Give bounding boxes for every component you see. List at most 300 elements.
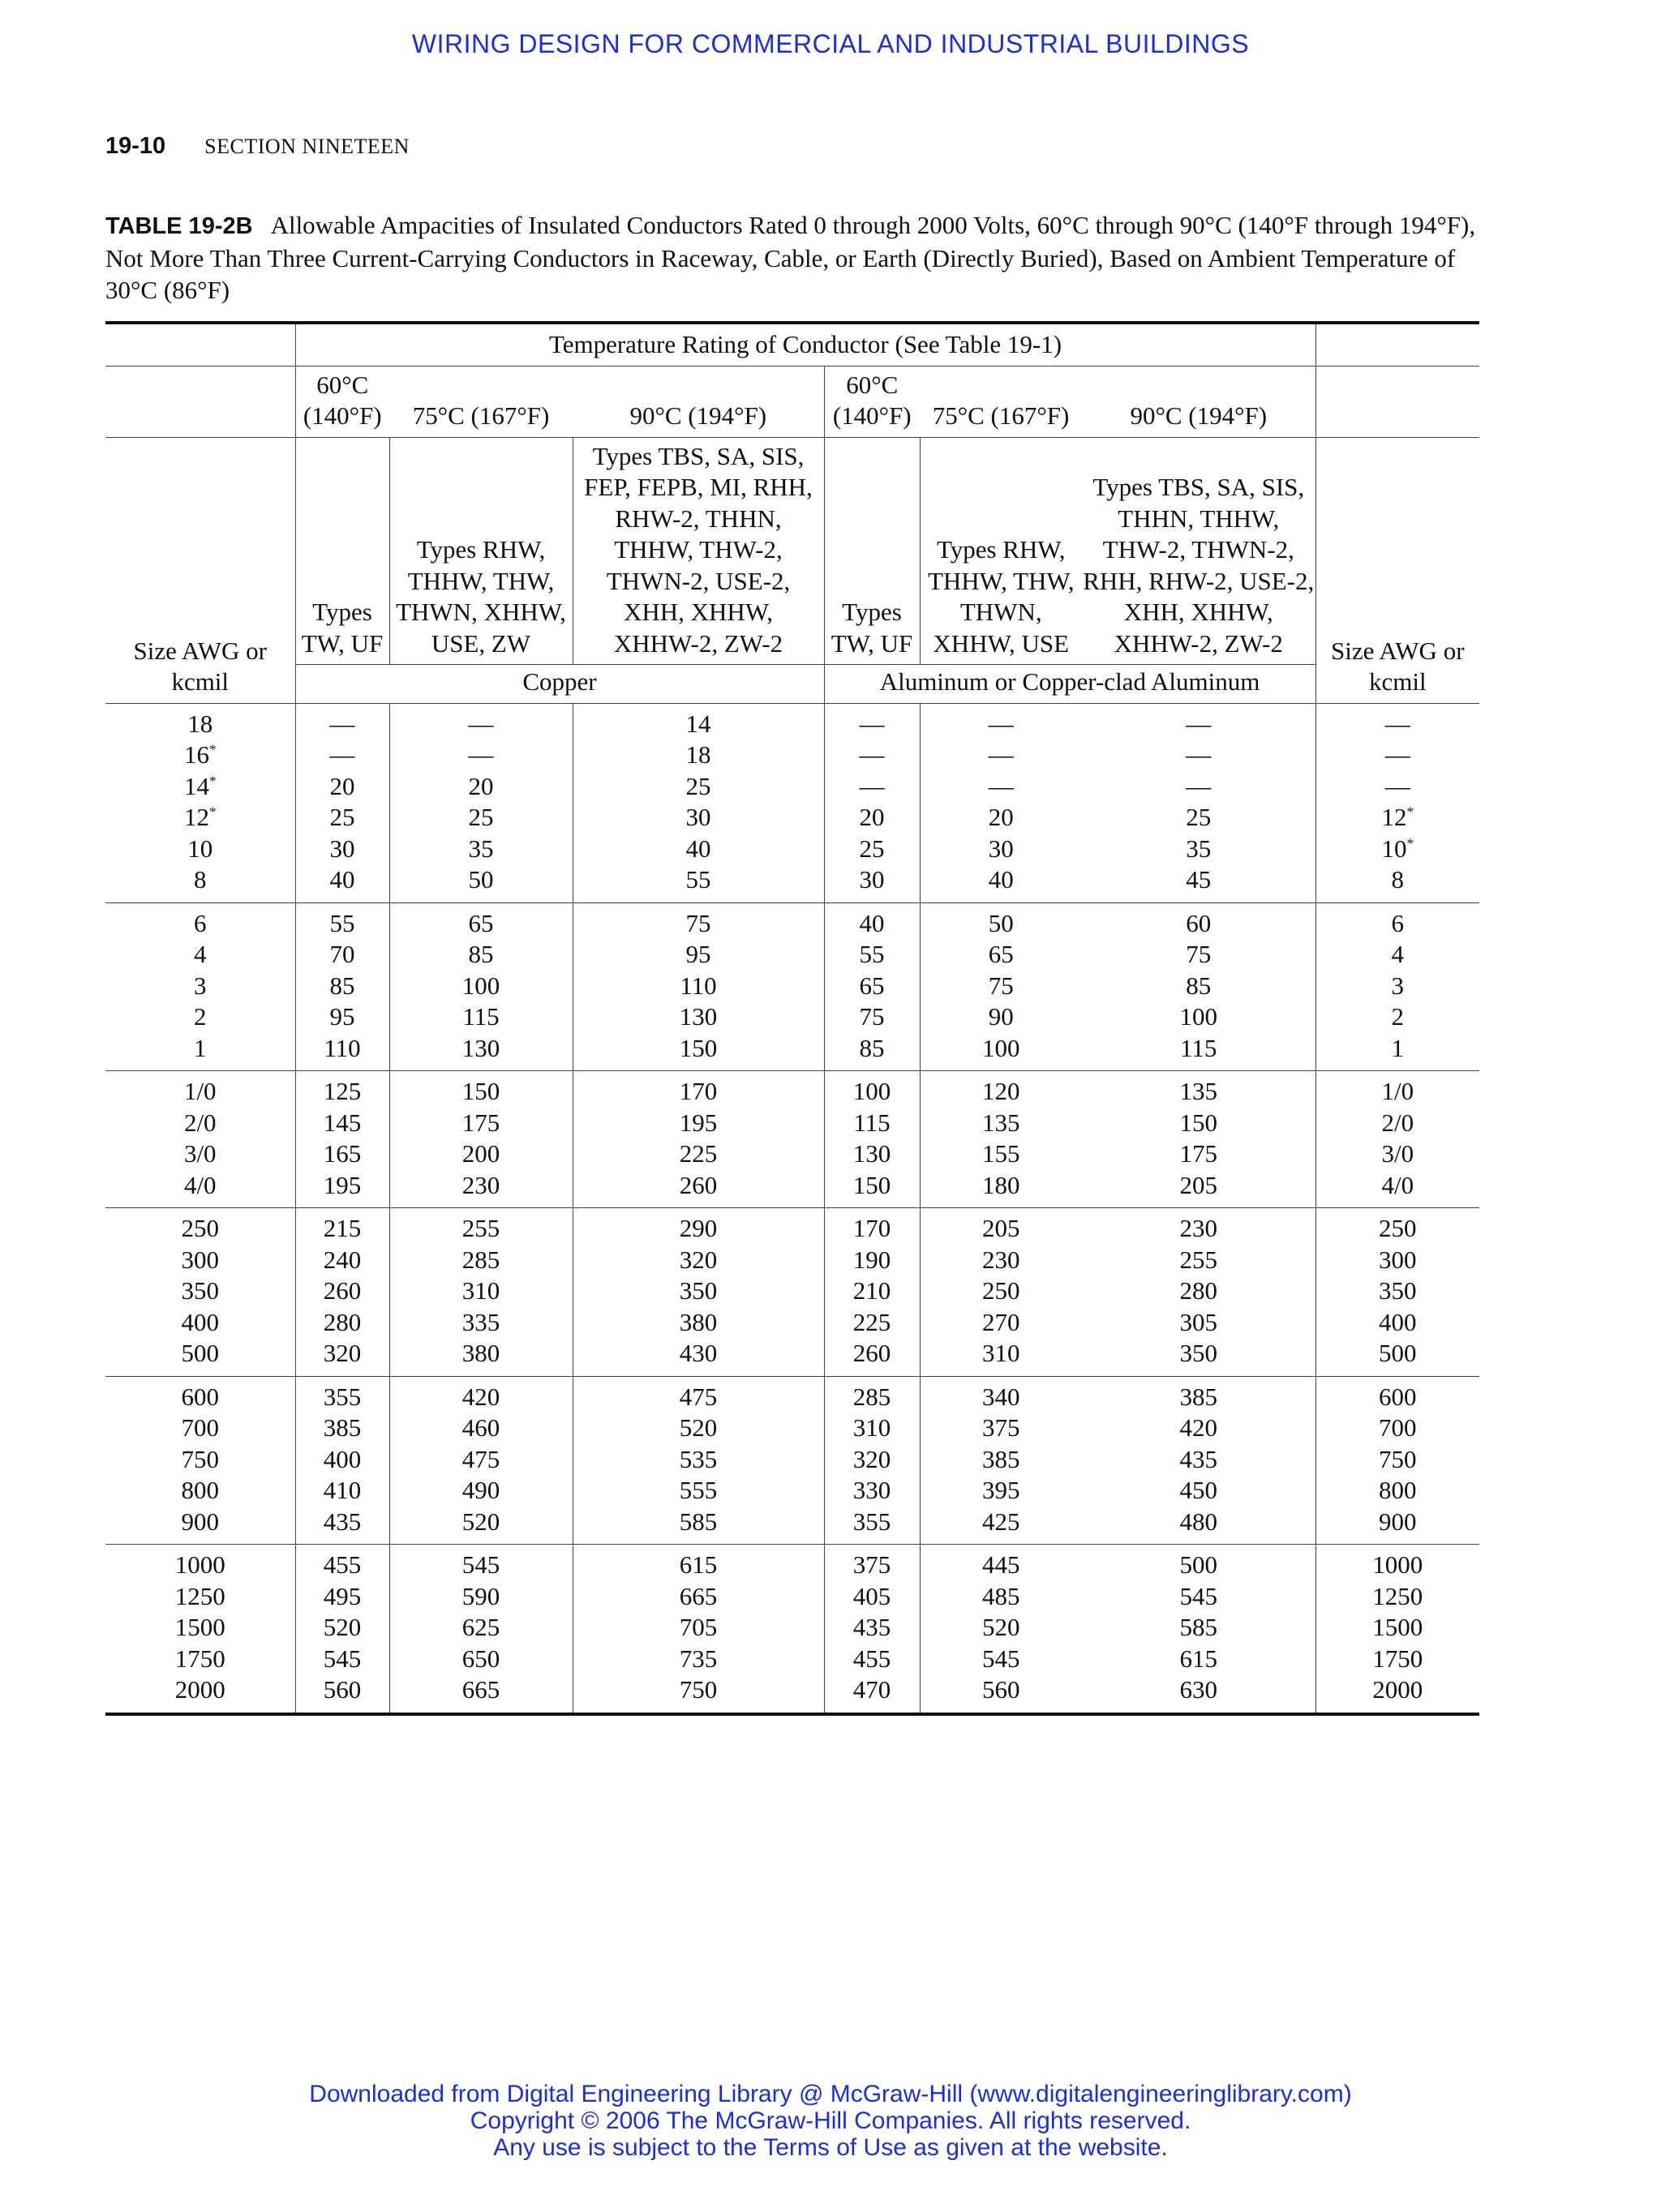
table-cell: 145 bbox=[323, 1108, 362, 1137]
table-cell: 40 bbox=[859, 908, 885, 937]
copper-75c-col bbox=[389, 1545, 573, 1714]
table-cell: — bbox=[1186, 740, 1212, 769]
table-cell: 135 bbox=[1179, 1077, 1217, 1105]
aluminum-60c-col bbox=[824, 703, 920, 902]
table-cell: 20 bbox=[988, 803, 1014, 831]
aluminum-60c-col bbox=[824, 1208, 920, 1377]
aluminum-label: Aluminum or Copper-clad Aluminum bbox=[824, 665, 1315, 704]
table-cell: 25 bbox=[468, 803, 494, 831]
table-cell: 2/0 bbox=[1381, 1108, 1414, 1137]
table-cell: 450 bbox=[1179, 1476, 1217, 1504]
table-cell: 545 bbox=[982, 1644, 1020, 1673]
footer-download-line: Downloaded from Digital Engineering Library @ McGraw-Hill (www.digitalengineeringlibrary.com) bbox=[309, 2081, 1352, 2107]
table-cell: 115 bbox=[853, 1108, 891, 1137]
copper-60c-col bbox=[295, 1376, 389, 1545]
temp-header-cu75: 75°C (167°F) bbox=[389, 366, 573, 437]
table-cell: 150 bbox=[852, 1170, 891, 1199]
table-cell: 120 bbox=[982, 1077, 1020, 1105]
table-cell: 25 bbox=[329, 803, 355, 831]
table-caption bbox=[105, 209, 1484, 306]
table-cell: 85 bbox=[1186, 971, 1212, 1000]
table-cell: 16* bbox=[184, 740, 217, 769]
table-cell: 385 bbox=[982, 1444, 1020, 1473]
table-cell: 215 bbox=[323, 1214, 362, 1242]
table-cell: 25 bbox=[859, 834, 885, 863]
table-cell: 495 bbox=[323, 1581, 362, 1610]
running-head: WIRING DESIGN FOR COMMERCIAL AND INDUSTRIAL BUILDINGS bbox=[411, 29, 1250, 58]
table-cell: 355 bbox=[323, 1382, 362, 1411]
table-cell: 165 bbox=[323, 1139, 362, 1168]
size-col bbox=[105, 1376, 295, 1545]
table-cell: 40 bbox=[685, 834, 711, 863]
size-group bbox=[105, 902, 1479, 1071]
table-cell: 12* bbox=[184, 803, 217, 831]
table-cell: 330 bbox=[852, 1476, 891, 1504]
table-cell: 250 bbox=[181, 1214, 219, 1242]
table-cell: 700 bbox=[181, 1413, 219, 1442]
ampacity-table-container bbox=[105, 321, 1479, 1716]
table-cell: 70 bbox=[329, 940, 355, 968]
copper-75c-col bbox=[389, 1208, 573, 1377]
table-cell: 90 bbox=[988, 1002, 1014, 1031]
table-cell: 665 bbox=[461, 1675, 500, 1704]
aluminum-90c-col bbox=[1082, 1071, 1315, 1208]
table-cell: — bbox=[859, 709, 885, 738]
aluminum-60c-col bbox=[824, 902, 920, 1071]
table-cell: 20 bbox=[468, 771, 494, 800]
header-row-temperatures bbox=[105, 366, 1479, 437]
table-cell: 475 bbox=[461, 1444, 500, 1473]
table-cell: 310 bbox=[461, 1276, 500, 1305]
table-cell: 3 bbox=[194, 971, 207, 1000]
table-cell: 3/0 bbox=[1381, 1139, 1414, 1168]
table-cell: 535 bbox=[679, 1444, 718, 1473]
table-cell: 1750 bbox=[1372, 1644, 1423, 1673]
table-cell: 4/0 bbox=[183, 1170, 217, 1199]
table-cell: 1500 bbox=[174, 1613, 225, 1641]
aluminum-60c-col bbox=[824, 1376, 920, 1545]
table-cell: 375 bbox=[982, 1413, 1020, 1442]
table-cell: 255 bbox=[1179, 1245, 1217, 1274]
size-group bbox=[105, 1071, 1479, 1208]
size-col bbox=[105, 902, 295, 1071]
copper-90c-col bbox=[573, 1376, 824, 1545]
table-cell: 30 bbox=[988, 834, 1014, 863]
footer bbox=[0, 2081, 1661, 2161]
table-cell: — bbox=[859, 771, 885, 800]
table-cell: 350 bbox=[181, 1276, 219, 1305]
table-cell: 85 bbox=[859, 1033, 885, 1062]
table-cell: 615 bbox=[679, 1550, 718, 1579]
table-cell: 455 bbox=[323, 1550, 362, 1579]
table-cell: 420 bbox=[461, 1382, 500, 1411]
table-cell: 195 bbox=[323, 1170, 362, 1199]
copper-60c-col bbox=[295, 703, 389, 902]
table-cell: 700 bbox=[1379, 1413, 1417, 1442]
table-cell: 175 bbox=[461, 1108, 500, 1137]
table-cell: 95 bbox=[685, 940, 711, 968]
table-cell: 300 bbox=[181, 1245, 219, 1274]
temp-header-cu60: 60°C (140°F) bbox=[295, 366, 389, 437]
table-cell: 560 bbox=[323, 1675, 362, 1704]
table-cell: 350 bbox=[1179, 1339, 1217, 1367]
table-cell: 435 bbox=[852, 1613, 891, 1641]
size-col-right bbox=[1315, 1071, 1479, 1208]
table-cell: 455 bbox=[852, 1644, 891, 1673]
table-cell: 150 bbox=[1179, 1108, 1217, 1137]
copper-90c-col bbox=[573, 703, 824, 902]
table-cell: 285 bbox=[852, 1382, 891, 1411]
table-cell: 280 bbox=[1179, 1276, 1217, 1305]
table-cell: 85 bbox=[468, 940, 494, 968]
table-cell: — bbox=[988, 740, 1014, 769]
table-cell: 290 bbox=[679, 1214, 718, 1242]
table-cell: 150 bbox=[679, 1033, 718, 1062]
table-cell: 30 bbox=[685, 803, 711, 831]
aluminum-75c-col bbox=[920, 1071, 1082, 1208]
table-cell: 195 bbox=[679, 1108, 718, 1137]
table-cell: 55 bbox=[685, 865, 711, 894]
table-cell: 190 bbox=[852, 1245, 891, 1274]
table-cell: 1250 bbox=[174, 1581, 225, 1610]
table-cell: 1/0 bbox=[1381, 1077, 1414, 1105]
table-cell: 520 bbox=[461, 1507, 500, 1536]
temp-header-al75: 75°C (167°F) bbox=[920, 366, 1082, 437]
table-cell: 170 bbox=[852, 1214, 891, 1242]
footer-terms-line: Any use is subject to the Terms of Use as given at the website. bbox=[493, 2134, 1168, 2161]
table-cell: 10 bbox=[187, 834, 213, 863]
aluminum-90c-col bbox=[1082, 1208, 1315, 1377]
table-cell: 490 bbox=[461, 1476, 500, 1504]
table-cell: — bbox=[1186, 709, 1212, 738]
table-cell: 100 bbox=[982, 1033, 1020, 1062]
table-cell: 405 bbox=[852, 1581, 891, 1610]
temp-header-al60: 60°C (140°F) bbox=[824, 366, 920, 437]
table-cell: 260 bbox=[679, 1170, 718, 1199]
table-cell: 350 bbox=[1379, 1276, 1417, 1305]
table-cell: — bbox=[988, 709, 1014, 738]
aluminum-75c-col bbox=[920, 703, 1082, 902]
table-cell: 40 bbox=[988, 865, 1014, 894]
table-cell: — bbox=[988, 771, 1014, 800]
table-cell: 2000 bbox=[1372, 1675, 1423, 1704]
table-cell: 300 bbox=[1379, 1245, 1417, 1274]
table-cell: 430 bbox=[679, 1339, 718, 1367]
table-cell: — bbox=[1384, 709, 1410, 738]
table-cell: 1 bbox=[194, 1033, 207, 1062]
table-cell: 50 bbox=[468, 865, 494, 894]
table-cell: 225 bbox=[852, 1307, 891, 1336]
table-cell: — bbox=[1186, 771, 1212, 800]
aluminum-75c-col bbox=[920, 1376, 1082, 1545]
table-cell: 130 bbox=[679, 1002, 718, 1031]
aluminum-60c-col bbox=[824, 1071, 920, 1208]
table-row bbox=[105, 1376, 1479, 1545]
table-cell: 380 bbox=[679, 1307, 718, 1336]
aluminum-75c-col bbox=[920, 1545, 1082, 1714]
table-cell: 560 bbox=[982, 1675, 1020, 1704]
table-cell: 385 bbox=[323, 1413, 362, 1442]
table-cell: 14* bbox=[184, 771, 217, 800]
table-cell: 225 bbox=[679, 1139, 718, 1168]
table-cell: 10* bbox=[1381, 834, 1414, 863]
table-cell: — bbox=[329, 740, 355, 769]
size-col bbox=[105, 1208, 295, 1377]
table-cell: 435 bbox=[323, 1507, 362, 1536]
table-cell: 1250 bbox=[1372, 1581, 1423, 1610]
aluminum-90c-col bbox=[1082, 902, 1315, 1071]
table-cell: 460 bbox=[461, 1413, 500, 1442]
table-cell: 320 bbox=[679, 1245, 718, 1274]
table-cell: 585 bbox=[679, 1507, 718, 1536]
size-header-right: Size AWG or kcmil bbox=[1315, 437, 1479, 703]
footer-copyright-line: Copyright © 2006 The McGraw-Hill Companies. All rights reserved. bbox=[470, 2107, 1191, 2134]
table-cell: 375 bbox=[852, 1550, 891, 1579]
copper-90c-col bbox=[573, 1071, 824, 1208]
table-row bbox=[105, 1071, 1479, 1208]
table-cell: 4 bbox=[194, 940, 207, 968]
table-cell: 230 bbox=[982, 1245, 1020, 1274]
table-cell: 55 bbox=[859, 940, 885, 968]
table-cell: 600 bbox=[181, 1382, 219, 1411]
table-cell: 95 bbox=[329, 1002, 355, 1031]
table-cell: 1 bbox=[1391, 1033, 1405, 1062]
table-cell: — bbox=[468, 709, 494, 738]
table-cell: 14 bbox=[685, 709, 711, 738]
ampacity-table bbox=[105, 321, 1479, 1716]
table-cell: 25 bbox=[685, 771, 711, 800]
table-cell: 205 bbox=[982, 1214, 1020, 1242]
header-row-temp-rating bbox=[105, 323, 1479, 366]
table-cell: 500 bbox=[181, 1339, 219, 1367]
table-cell: 1/0 bbox=[183, 1077, 217, 1105]
table-cell: 85 bbox=[329, 971, 355, 1000]
size-col-right bbox=[1315, 703, 1479, 902]
table-cell: 395 bbox=[982, 1476, 1020, 1504]
table-cell: 475 bbox=[679, 1382, 718, 1411]
table-cell: 320 bbox=[852, 1444, 891, 1473]
table-cell: 135 bbox=[982, 1108, 1020, 1137]
table-cell: 1500 bbox=[1372, 1613, 1423, 1641]
table-row bbox=[105, 1545, 1479, 1714]
table-cell: 75 bbox=[859, 1002, 885, 1031]
table-cell: 125 bbox=[323, 1077, 362, 1105]
page-number: 19-10 bbox=[105, 133, 166, 159]
table-cell: 75 bbox=[988, 971, 1014, 1000]
table-cell: 3/0 bbox=[183, 1139, 217, 1168]
table-cell: 750 bbox=[679, 1675, 718, 1704]
table-cell: 600 bbox=[1379, 1382, 1417, 1411]
table-label: TABLE 19-2B bbox=[105, 213, 253, 239]
size-col-right bbox=[1315, 1545, 1479, 1714]
table-cell: 400 bbox=[181, 1307, 219, 1336]
table-cell: 2 bbox=[194, 1002, 207, 1031]
table-cell: 285 bbox=[461, 1245, 500, 1274]
table-header bbox=[105, 323, 1479, 703]
table-cell: 1000 bbox=[1372, 1550, 1423, 1579]
table-cell: 900 bbox=[181, 1507, 219, 1536]
table-cell: 615 bbox=[1179, 1644, 1217, 1673]
table-cell: 800 bbox=[181, 1476, 219, 1504]
size-col bbox=[105, 1545, 295, 1714]
table-cell: 735 bbox=[679, 1644, 718, 1673]
table-row bbox=[105, 703, 1479, 902]
type-header-cu90: Types TBS, SA, SIS, FEP, FEPB, MI, RHH, RHW-2, THHN, THHW, THW-2, THWN-2, USE-2, XHH, XHHW, XHHW-2, ZW-2 bbox=[584, 441, 813, 658]
copper-75c-col bbox=[389, 1376, 573, 1545]
table-cell: 175 bbox=[1179, 1139, 1217, 1168]
table-cell: 115 bbox=[462, 1002, 500, 1031]
table-cell: 545 bbox=[1179, 1581, 1217, 1610]
table-cell: 340 bbox=[982, 1382, 1020, 1411]
table-cell: 420 bbox=[1179, 1413, 1217, 1442]
table-cell: 500 bbox=[1179, 1550, 1217, 1579]
table-cell: 35 bbox=[1186, 834, 1212, 863]
table-cell: 280 bbox=[323, 1307, 362, 1336]
table-cell: 2 bbox=[1391, 1002, 1405, 1031]
header-row-types bbox=[105, 437, 1479, 665]
aluminum-90c-col bbox=[1082, 703, 1315, 902]
table-cell: — bbox=[1384, 740, 1410, 769]
table-cell: 260 bbox=[852, 1339, 891, 1367]
table-cell: 400 bbox=[323, 1444, 362, 1473]
table-cell: 425 bbox=[982, 1507, 1020, 1536]
table-cell: 130 bbox=[461, 1033, 500, 1062]
table-cell: 900 bbox=[1379, 1507, 1417, 1536]
table-cell: 18 bbox=[187, 709, 213, 738]
table-cell: 65 bbox=[859, 971, 885, 1000]
table-cell: 335 bbox=[461, 1307, 500, 1336]
table-cell: 60 bbox=[1186, 908, 1212, 937]
size-group bbox=[105, 1545, 1479, 1714]
table-cell: 155 bbox=[982, 1139, 1020, 1168]
table-cell: 130 bbox=[852, 1139, 891, 1168]
aluminum-60c-col bbox=[824, 1545, 920, 1714]
table-cell: — bbox=[859, 740, 885, 769]
type-header-cu75: Types RHW, THHW, THW, THWN, XHHW, USE, ZW bbox=[389, 437, 573, 665]
table-cell: 65 bbox=[468, 908, 494, 937]
table-cell: — bbox=[1384, 771, 1410, 800]
page-header bbox=[105, 133, 410, 160]
size-col-right bbox=[1315, 1376, 1479, 1545]
table-cell: 230 bbox=[461, 1170, 500, 1199]
table-cell: 310 bbox=[852, 1413, 891, 1442]
table-cell: 520 bbox=[323, 1613, 362, 1641]
table-cell: 270 bbox=[982, 1307, 1020, 1336]
table-cell: 650 bbox=[461, 1644, 500, 1673]
table-cell: 350 bbox=[679, 1276, 718, 1305]
table-cell: 18 bbox=[685, 740, 711, 769]
table-cell: 205 bbox=[1179, 1170, 1217, 1199]
table-cell: 6 bbox=[194, 908, 207, 937]
table-cell: 250 bbox=[982, 1276, 1020, 1305]
copper-75c-col bbox=[389, 902, 573, 1071]
table-cell: 8 bbox=[194, 865, 207, 894]
temp-rating-header: Temperature Rating of Conductor (See Table 19-1) bbox=[295, 323, 1315, 366]
size-group bbox=[105, 1376, 1479, 1545]
table-cell: 3 bbox=[1391, 971, 1405, 1000]
table-cell: 500 bbox=[1379, 1339, 1417, 1367]
table-cell: 170 bbox=[679, 1077, 718, 1105]
table-cell: 30 bbox=[859, 865, 885, 894]
table-cell: 50 bbox=[988, 908, 1014, 937]
size-col bbox=[105, 1071, 295, 1208]
table-cell: 20 bbox=[859, 803, 885, 831]
table-cell: 100 bbox=[852, 1077, 891, 1105]
table-cell: 630 bbox=[1179, 1675, 1217, 1704]
size-col bbox=[105, 703, 295, 902]
table-cell: 2/0 bbox=[183, 1108, 217, 1137]
table-cell: 35 bbox=[468, 834, 494, 863]
table-cell: 545 bbox=[461, 1550, 500, 1579]
temp-header-cu90: 90°C (194°F) bbox=[573, 366, 824, 437]
table-cell: 305 bbox=[1179, 1307, 1217, 1336]
table-cell: 320 bbox=[323, 1339, 362, 1367]
aluminum-75c-col bbox=[920, 902, 1082, 1071]
type-header-cu60: Types TW, UF bbox=[295, 437, 389, 665]
table-cell: 260 bbox=[323, 1276, 362, 1305]
table-cell: — bbox=[468, 740, 494, 769]
table-row bbox=[105, 902, 1479, 1071]
table-cell: 6 bbox=[1391, 908, 1405, 937]
copper-60c-col bbox=[295, 1545, 389, 1714]
copper-90c-col bbox=[573, 902, 824, 1071]
table-cell: 400 bbox=[1379, 1307, 1417, 1336]
copper-60c-col bbox=[295, 1208, 389, 1377]
table-cell: 545 bbox=[323, 1644, 362, 1673]
type-header-al75: Types RHW, THHW, THW, THWN, XHHW, USE bbox=[927, 535, 1075, 658]
table-cell: 1750 bbox=[174, 1644, 225, 1673]
size-group bbox=[105, 703, 1479, 902]
table-cell: 750 bbox=[1379, 1444, 1417, 1473]
header-row-materials bbox=[105, 665, 1479, 704]
table-cell: 590 bbox=[461, 1581, 500, 1610]
table-cell: 255 bbox=[461, 1214, 500, 1242]
table-cell: 1000 bbox=[174, 1550, 225, 1579]
copper-60c-col bbox=[295, 1071, 389, 1208]
aluminum-75c-col bbox=[920, 1208, 1082, 1377]
size-col-right bbox=[1315, 902, 1479, 1071]
caption-text: Allowable Ampacities of Insulated Conductors Rated 0 through 2000 Volts, 60°C through 90°C (140°F through 194°F), Not More Than Three Current-Carrying Conductors in Raceway, Cable, or Earth (Directly Buried), Based on Ambient Temperature of 30°C (86°F) bbox=[105, 211, 1476, 304]
table-cell: 12* bbox=[1381, 803, 1414, 831]
section-name: SECTION NINETEEN bbox=[204, 135, 410, 158]
table-cell: 435 bbox=[1179, 1444, 1217, 1473]
table-cell: 110 bbox=[324, 1033, 361, 1062]
table-cell: 520 bbox=[982, 1613, 1020, 1641]
table-cell: 110 bbox=[680, 971, 717, 1000]
copper-90c-col bbox=[573, 1545, 824, 1714]
size-col-right bbox=[1315, 1208, 1479, 1377]
table-cell: 100 bbox=[461, 971, 500, 1000]
table-cell: 555 bbox=[679, 1476, 718, 1504]
table-cell: 750 bbox=[181, 1444, 219, 1473]
table-cell: 665 bbox=[679, 1581, 718, 1610]
table-cell: 30 bbox=[329, 834, 355, 863]
size-group bbox=[105, 1208, 1479, 1377]
table-cell: 240 bbox=[323, 1245, 362, 1274]
table-cell: 115 bbox=[1180, 1033, 1217, 1062]
table-cell: 310 bbox=[982, 1339, 1020, 1367]
table-cell: 40 bbox=[329, 865, 355, 894]
temp-header-al90: 90°C (194°F) bbox=[1082, 366, 1315, 437]
table-cell: 355 bbox=[852, 1507, 891, 1536]
table-cell: 485 bbox=[982, 1581, 1020, 1610]
table-cell: 230 bbox=[1179, 1214, 1217, 1242]
table-cell: 200 bbox=[461, 1139, 500, 1168]
type-header-al90: Types TBS, SA, SIS, THHN, THHW, THW-2, THWN-2, RHH, RHW-2, USE-2, XHH, XHHW, XHHW-2, ZW-2 bbox=[1082, 437, 1315, 665]
table-cell: 800 bbox=[1379, 1476, 1417, 1504]
table-cell: 4 bbox=[1391, 940, 1405, 968]
table-cell: 65 bbox=[988, 940, 1014, 968]
